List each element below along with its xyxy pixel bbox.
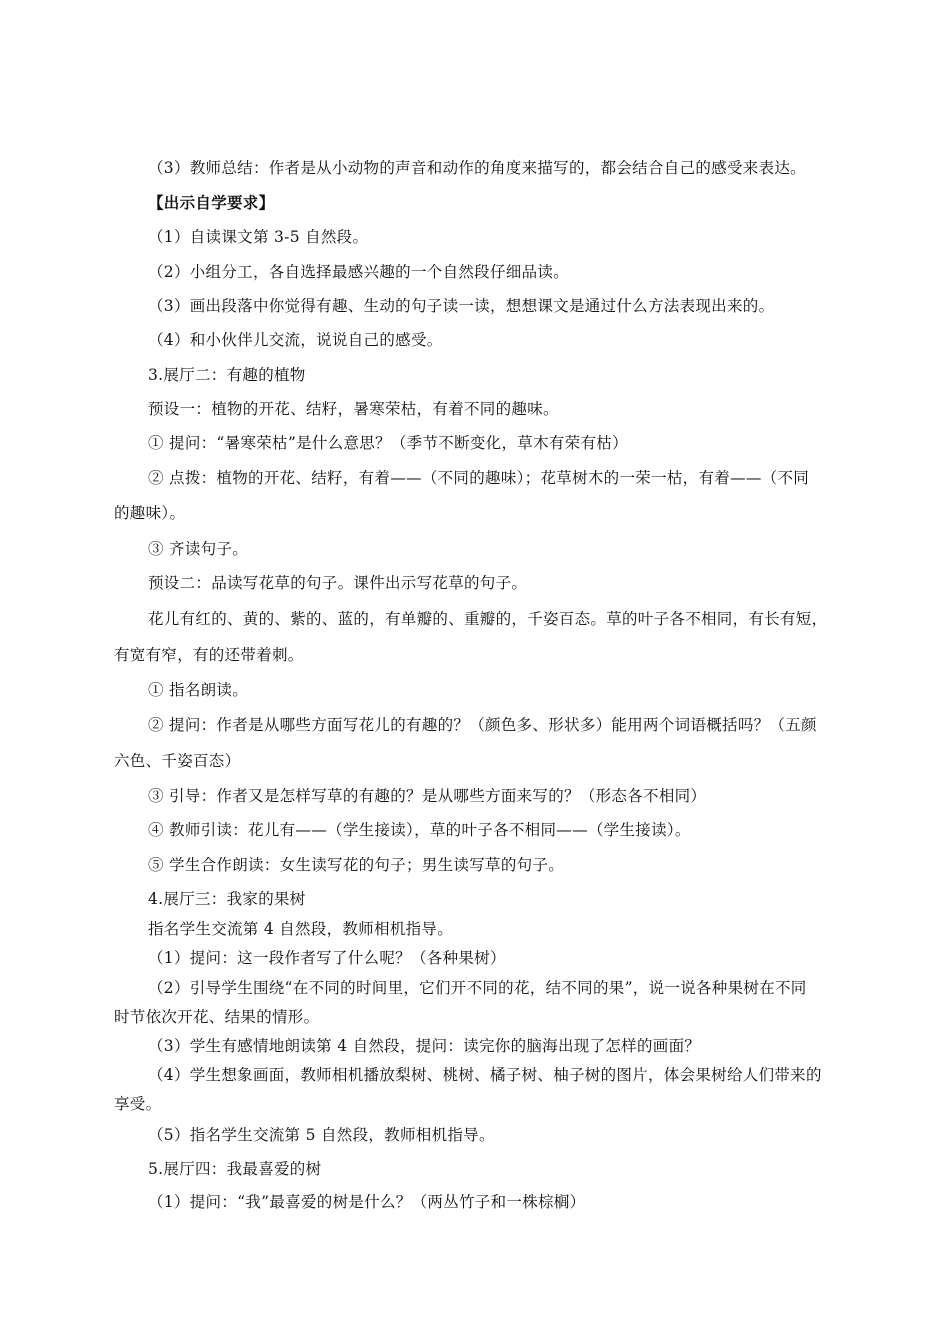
hall-3-intro: 指名学生交流第 4 自然段，教师相机指导。: [148, 920, 454, 938]
quote-line-cont: 有宽有窄，有的还带着刺。: [114, 646, 304, 664]
step-4: ④ 教师引读：花儿有——（学生接读），草的叶子各不相同——（学生接读）。: [148, 821, 691, 839]
requirement-2: （2）小组分工，各自选择最感兴趣的一个自然段仔细品读。: [148, 263, 569, 281]
step-hint-cont: 的趣味）。: [114, 504, 186, 522]
preset-2: 预设二：品读写花草的句子。课件出示写花草的句子。: [148, 574, 528, 592]
step-2: ② 提问：作者是从哪些方面写花儿的有趣的？（颜色多、形状多）能用两个词语概括吗？（五颜: [148, 716, 817, 734]
requirement-3: （3）画出段落中你觉得有趣、生动的句子读一读，想想课文是通过什么方法表现出来的。: [148, 297, 775, 315]
hall-3-q3: （3）学生有感情地朗读第 4 自然段，提问：读完你的脑海出现了怎样的画面？: [148, 1037, 701, 1055]
section-heading: 【出示自学要求】: [148, 194, 275, 212]
hall-2-heading: 3.展厅二：有趣的植物: [148, 366, 306, 384]
step-hint: ② 点拨：植物的开花、结籽，有着——（不同的趣味）；花草树木的一荣一枯，有着——（不同: [148, 469, 810, 487]
hall-4-heading: 5.展厅四：我最喜爱的树: [148, 1160, 322, 1178]
step-5: ⑤ 学生合作朗读：女生读写花的句子；男生读写草的句子。: [148, 856, 565, 874]
step-2-cont: 六色、千姿百态）: [114, 752, 241, 770]
hall-3-q2: （2）引导学生围绕“在不同的时间里，它们开不同的花，结不同的果”，说一说各种果树在不同: [148, 979, 807, 997]
step-question: ① 提问：“暑寒荣枯”是什么意思？（季节不断变化，草木有荣有枯）: [148, 434, 628, 452]
hall-4-q1: （1）提问：“我”最喜爱的树是什么？（两丛竹子和一株棕榈）: [148, 1193, 586, 1211]
step-3: ③ 引导：作者又是怎样写草的有趣的？是从哪些方面来写的？（形态各不相同）: [148, 787, 707, 805]
step-read: ③ 齐读句子。: [148, 540, 249, 558]
quote-line: 花儿有红的、黄的、紫的、蓝的，有单瓣的、重瓣的，千姿百态。草的叶子各不相同，有长有短，: [148, 610, 828, 628]
requirement-4: （4）和小伙伴儿交流，说说自己的感受。: [148, 331, 443, 349]
hall-3-q4-cont: 享受。: [114, 1095, 162, 1113]
hall-3-q5: （5）指名学生交流第 5 自然段，教师相机指导。: [148, 1126, 495, 1144]
summary-line: （3）教师总结：作者是从小动物的声音和动作的角度来描写的，都会结合自己的感受来表达。: [148, 159, 806, 177]
preset-1: 预设一：植物的开花、结籽，暑寒荣枯，有着不同的趣味。: [148, 400, 559, 418]
requirement-1: （1）自读课文第 3-5 自然段。: [148, 228, 369, 246]
hall-3-q2-cont: 时节依次开花、结果的情形。: [114, 1008, 320, 1026]
step-1: ① 指名朗读。: [148, 681, 249, 699]
hall-3-heading: 4.展厅三：我家的果树: [148, 890, 306, 908]
hall-3-q1: （1）提问：这一段作者写了什么呢？（各种果树）: [148, 949, 506, 967]
hall-3-q4: （4）学生想象画面，教师相机播放梨树、桃树、橘子树、柚子树的图片，体会果树给人们带来的: [148, 1066, 822, 1084]
